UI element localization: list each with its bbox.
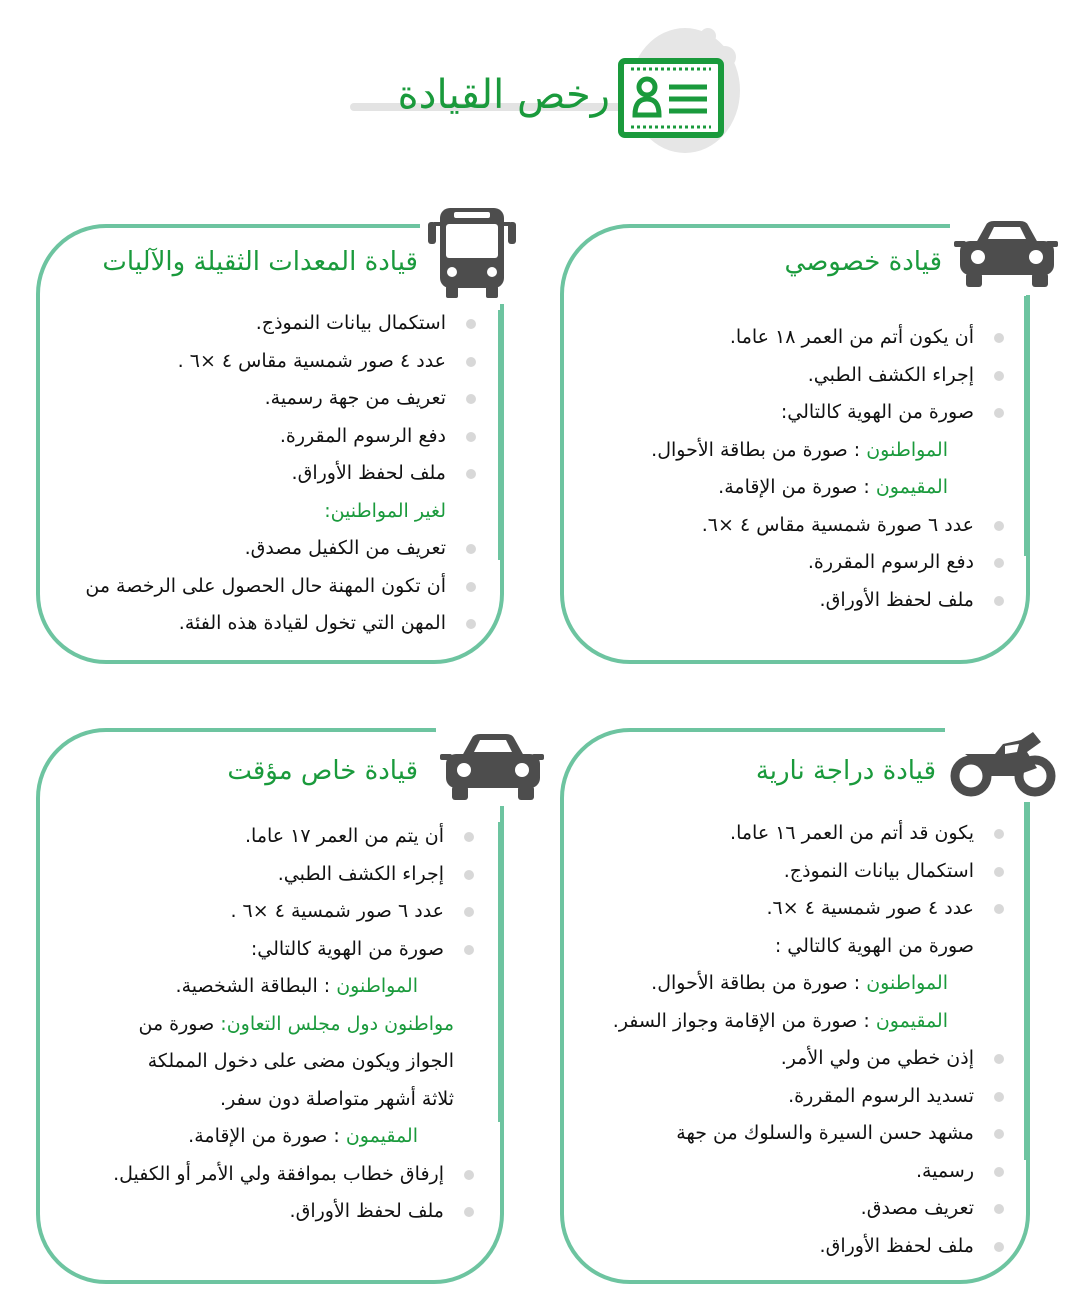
- motorcycle-icon: [945, 718, 1060, 802]
- list-item: صورة من الهوية كالتالي:: [113, 931, 474, 969]
- list-item: المقيمون : صورة من الإقامة وجواز السفر.: [612, 1009, 948, 1032]
- list-item: دفع الرسوم المقررة.: [651, 544, 1004, 582]
- card-title-motorcycle: قيادة دراجة نارية: [748, 754, 944, 788]
- card-title-temporary: قيادة خاص مؤقت: [219, 754, 426, 788]
- car-icon: [950, 205, 1060, 295]
- list-item: عدد ٤ صور شمسية ٤ ×٦.: [613, 890, 1004, 928]
- list-item: عدد ٤ صور شمسية مقاس ٤ ×٦ .: [85, 343, 476, 381]
- card-accent-bar: [498, 822, 502, 1122]
- list-item: ملف لحفظ الأوراق.: [113, 1193, 474, 1231]
- requirements-list: [613, 815, 1004, 1265]
- bus-icon: [420, 200, 524, 304]
- list-item: إجراء الكشف الطبي.: [651, 357, 1004, 395]
- list-item: يكون قد أتم من العمر ١٦ عاما.: [613, 815, 1004, 853]
- list-item: إرفاق خطاب بموافقة ولي الأمر أو الكفيل.: [113, 1156, 474, 1194]
- list-item: استكمال بيانات النموذج.: [613, 853, 1004, 891]
- list-item: مواطنون دول مجلس التعاون: صورة من الجواز ويكون مضى على دخول المملكة ثلاثة أشهر متواصلة دون سفر.: [138, 1012, 454, 1110]
- list-subheading: لغير المواطنين:: [324, 499, 446, 522]
- card-accent-bar: [1024, 296, 1028, 556]
- list-item: المقيمون : صورة من الإقامة.: [188, 1125, 418, 1147]
- list-item: تسديد الرسوم المقررة.: [613, 1078, 1004, 1116]
- list-item: استكمال بيانات النموذج.: [85, 305, 476, 343]
- list-item: ملف لحفظ الأوراق.: [651, 582, 1004, 620]
- requirements-list: [85, 305, 476, 643]
- car-icon: [436, 720, 546, 806]
- requirements-list: [113, 818, 474, 1231]
- header-decoration-dot: [700, 28, 716, 44]
- list-item: عدد ٦ صور شمسية ٤ ×٦ .: [113, 893, 474, 931]
- list-item: إذن خطي من ولي الأمر.: [613, 1040, 1004, 1078]
- driving-license-icon: [617, 57, 725, 139]
- list-item: أن يتم من العمر ١٧ عاما.: [113, 818, 474, 856]
- page-title: رخص القيادة: [397, 72, 610, 118]
- list-item: المهن التي تخول لقيادة هذه الفئة.: [85, 605, 476, 643]
- list-item: صورة من الهوية كالتالي:: [651, 394, 1004, 432]
- list-item: دفع الرسوم المقررة.: [85, 418, 476, 456]
- card-accent-bar: [1024, 800, 1028, 1160]
- list-item: صورة من الهوية كالتالي :: [774, 934, 974, 957]
- list-item: أن تكون المهنة حال الحصول على الرخصة من: [85, 568, 476, 606]
- list-item: رسمية.: [613, 1153, 1004, 1191]
- list-item: تعريف من الكفيل مصدق.: [85, 530, 476, 568]
- list-item: مشهد حسن السيرة والسلوك من جهة: [613, 1115, 1004, 1153]
- card-title-private: قيادة خصوصي: [777, 245, 950, 279]
- card-title-heavy: قيادة المعدات الثقيلة والآليات: [94, 245, 426, 279]
- list-item: ملف لحفظ الأوراق.: [85, 455, 476, 493]
- list-item: المواطنون : صورة من بطاقة الأحوال.: [651, 972, 948, 994]
- list-item: ملف لحفظ الأوراق.: [613, 1228, 1004, 1266]
- list-item: إجراء الكشف الطبي.: [113, 856, 474, 894]
- list-item: المواطنون : البطاقة الشخصية.: [175, 975, 418, 997]
- requirements-list: [651, 319, 1004, 619]
- list-item: أن يكون أتم من العمر ١٨ عاما.: [651, 319, 1004, 357]
- list-item: المقيمون : صورة من الإقامة.: [718, 476, 948, 498]
- list-item: تعريف مصدق.: [613, 1190, 1004, 1228]
- list-item: عدد ٦ صورة شمسية مقاس ٤ ×٦.: [651, 507, 1004, 545]
- list-item: تعريف من جهة رسمية.: [85, 380, 476, 418]
- card-accent-bar: [498, 310, 502, 560]
- list-item: المواطنون : صورة من بطاقة الأحوال.: [651, 438, 948, 461]
